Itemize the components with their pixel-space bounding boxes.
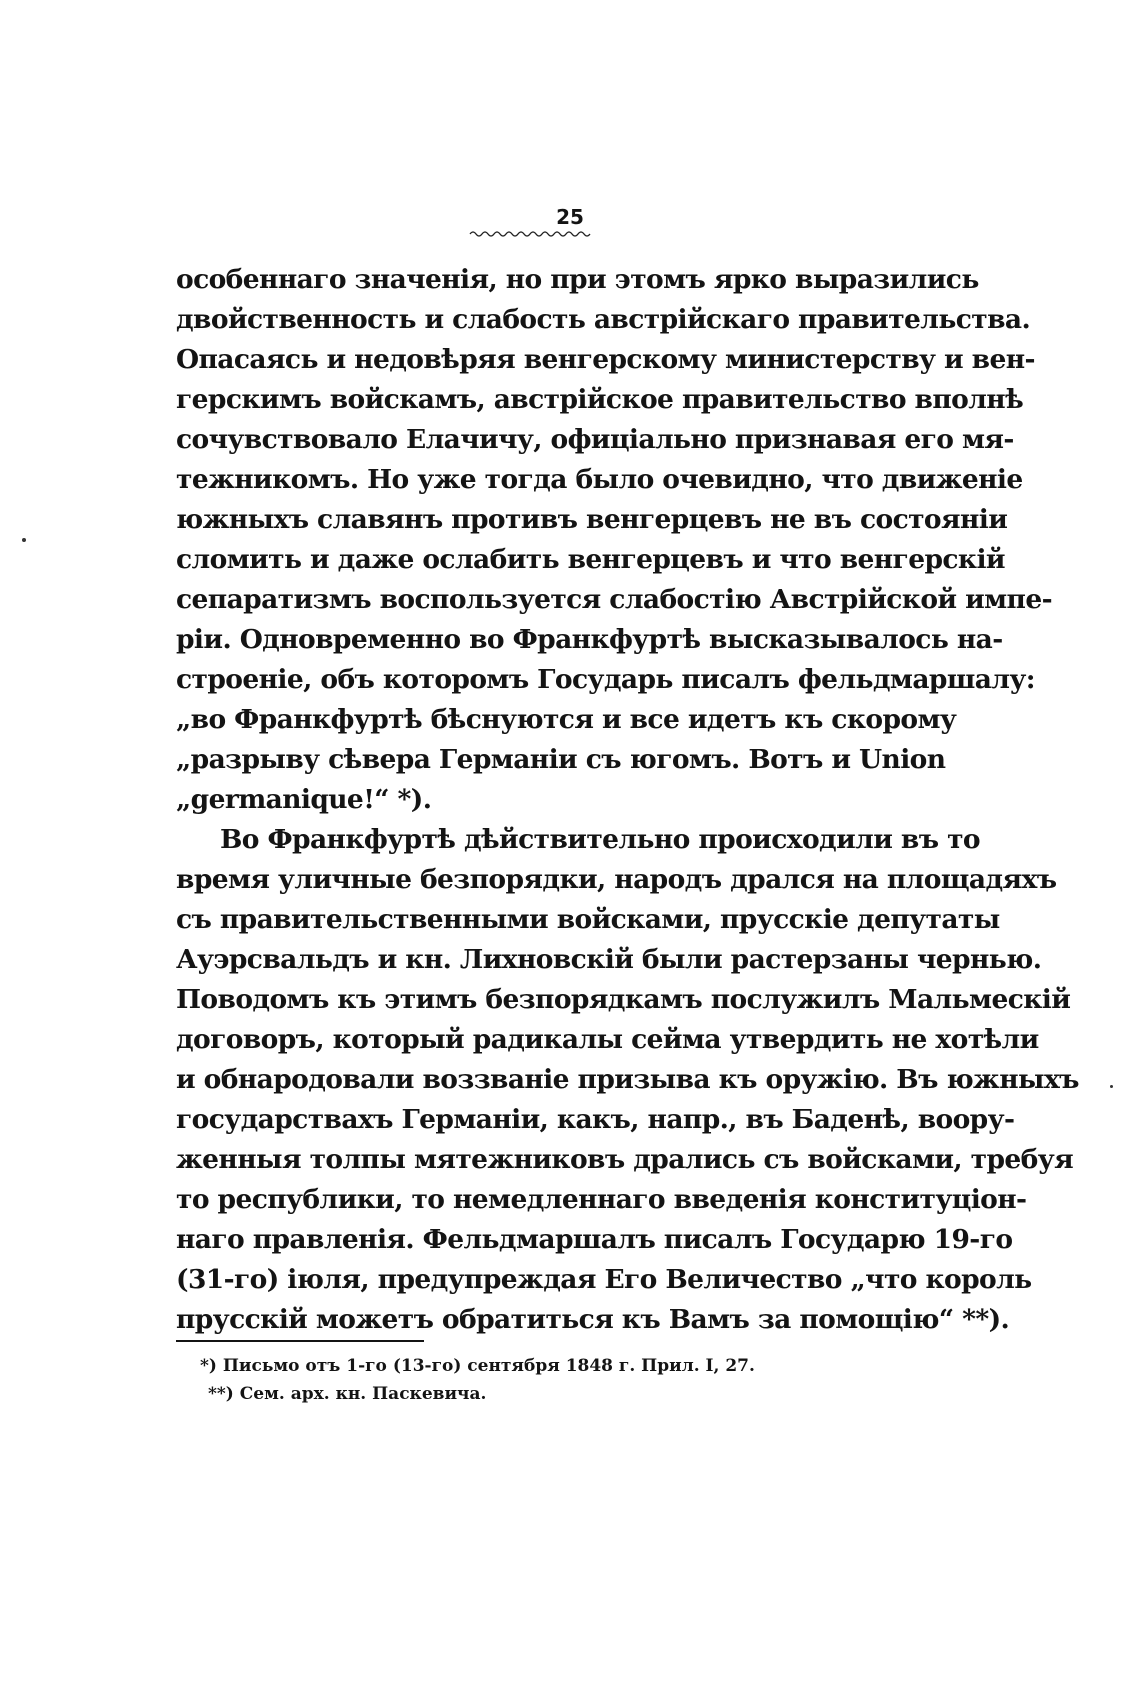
- text-line: Поводомъ къ этимъ безпорядкамъ послужилъ Мальмескій: [176, 984, 1071, 1015]
- footnotes: [200, 1352, 880, 1408]
- text-line: то республики, то немедленнаго введенія конституціон-: [176, 1184, 1027, 1215]
- text-line: (31-го) іюля, предупреждая Его Величество „что король: [176, 1264, 1032, 1295]
- text-line: женныя толпы мятежниковъ дрались съ войсками, требуя: [176, 1144, 1074, 1175]
- text-line: строеніе, объ которомъ Государь писалъ фельдмаршалу:: [176, 664, 1035, 695]
- text-line: герскимъ войскамъ, австрійское правительство вполнѣ: [176, 384, 1024, 415]
- text-line: государствахъ Германіи, какъ, напр., въ Баденѣ, воору-: [176, 1104, 1015, 1135]
- paragraph-first-line: Во Франкфуртѣ дѣйствительно происходили въ то: [220, 824, 980, 855]
- text-line: „во Франкфуртѣ бѣснуются и все идетъ къ скорому: [176, 704, 957, 735]
- footnote-1: *) Письмо отъ 1-го (13-го) сентября 1848 г. Прил. I, 27.: [200, 1356, 755, 1376]
- text-line: съ правительственными войсками, прусскіе депутаты: [176, 904, 1000, 935]
- text-line: время уличные безпорядки, народъ дрался на площадяхъ: [176, 864, 1057, 895]
- text-line: Ауэрсвальдъ и кн. Лихновскій были растерзаны чернью.: [176, 944, 1042, 975]
- text-line: ріи. Одновременно во Франкфуртѣ высказывалось на-: [176, 624, 1003, 655]
- text-line: договоръ, который радикалы сейма утвердить не хотѣли: [176, 1024, 1039, 1055]
- text-line: Опасаясь и недовѣряя венгерскому министерству и вен-: [176, 344, 1035, 375]
- text-line: „germanique!“ *).: [176, 784, 432, 815]
- text-line: прусскій можетъ обратиться къ Вамъ за помощію“ **).: [176, 1304, 1010, 1335]
- text-line: особеннаго значенія, но при этомъ ярко выразились: [176, 264, 979, 295]
- text-line: сепаратизмъ воспользуется слабостію Австрійской импе-: [176, 584, 1053, 615]
- page-number: 25: [556, 205, 584, 229]
- text-line: сломить и даже ослабить венгерцевъ и что венгерскій: [176, 544, 1005, 575]
- text-line: двойственность и слабость австрійскаго правительства.: [176, 304, 1031, 335]
- footnote-separator: [176, 1340, 424, 1342]
- text-line: „разрыву сѣвера Германіи съ югомъ. Вотъ и Union: [176, 744, 946, 775]
- main-text: [176, 260, 1079, 1340]
- scan-speck: [22, 538, 26, 542]
- scan-speck: [1110, 1085, 1113, 1088]
- text-line: сочувствовало Елачичу, офиціально признавая его мя-: [176, 424, 1014, 455]
- text-line: и обнародовали воззваніе призыва къ оружію. Въ южныхъ: [176, 1064, 1079, 1095]
- text-line: наго правленія. Фельдмаршалъ писалъ Государю 19-го: [176, 1224, 1013, 1255]
- text-line: южныхъ славянъ противъ венгерцевъ не въ состояніи: [176, 504, 1008, 535]
- wavy-rule-ornament: [468, 229, 592, 239]
- footnote-2: **) Сем. арх. кн. Паскевича.: [208, 1384, 487, 1404]
- text-line: тежникомъ. Но уже тогда было очевидно, что движеніе: [176, 464, 1023, 495]
